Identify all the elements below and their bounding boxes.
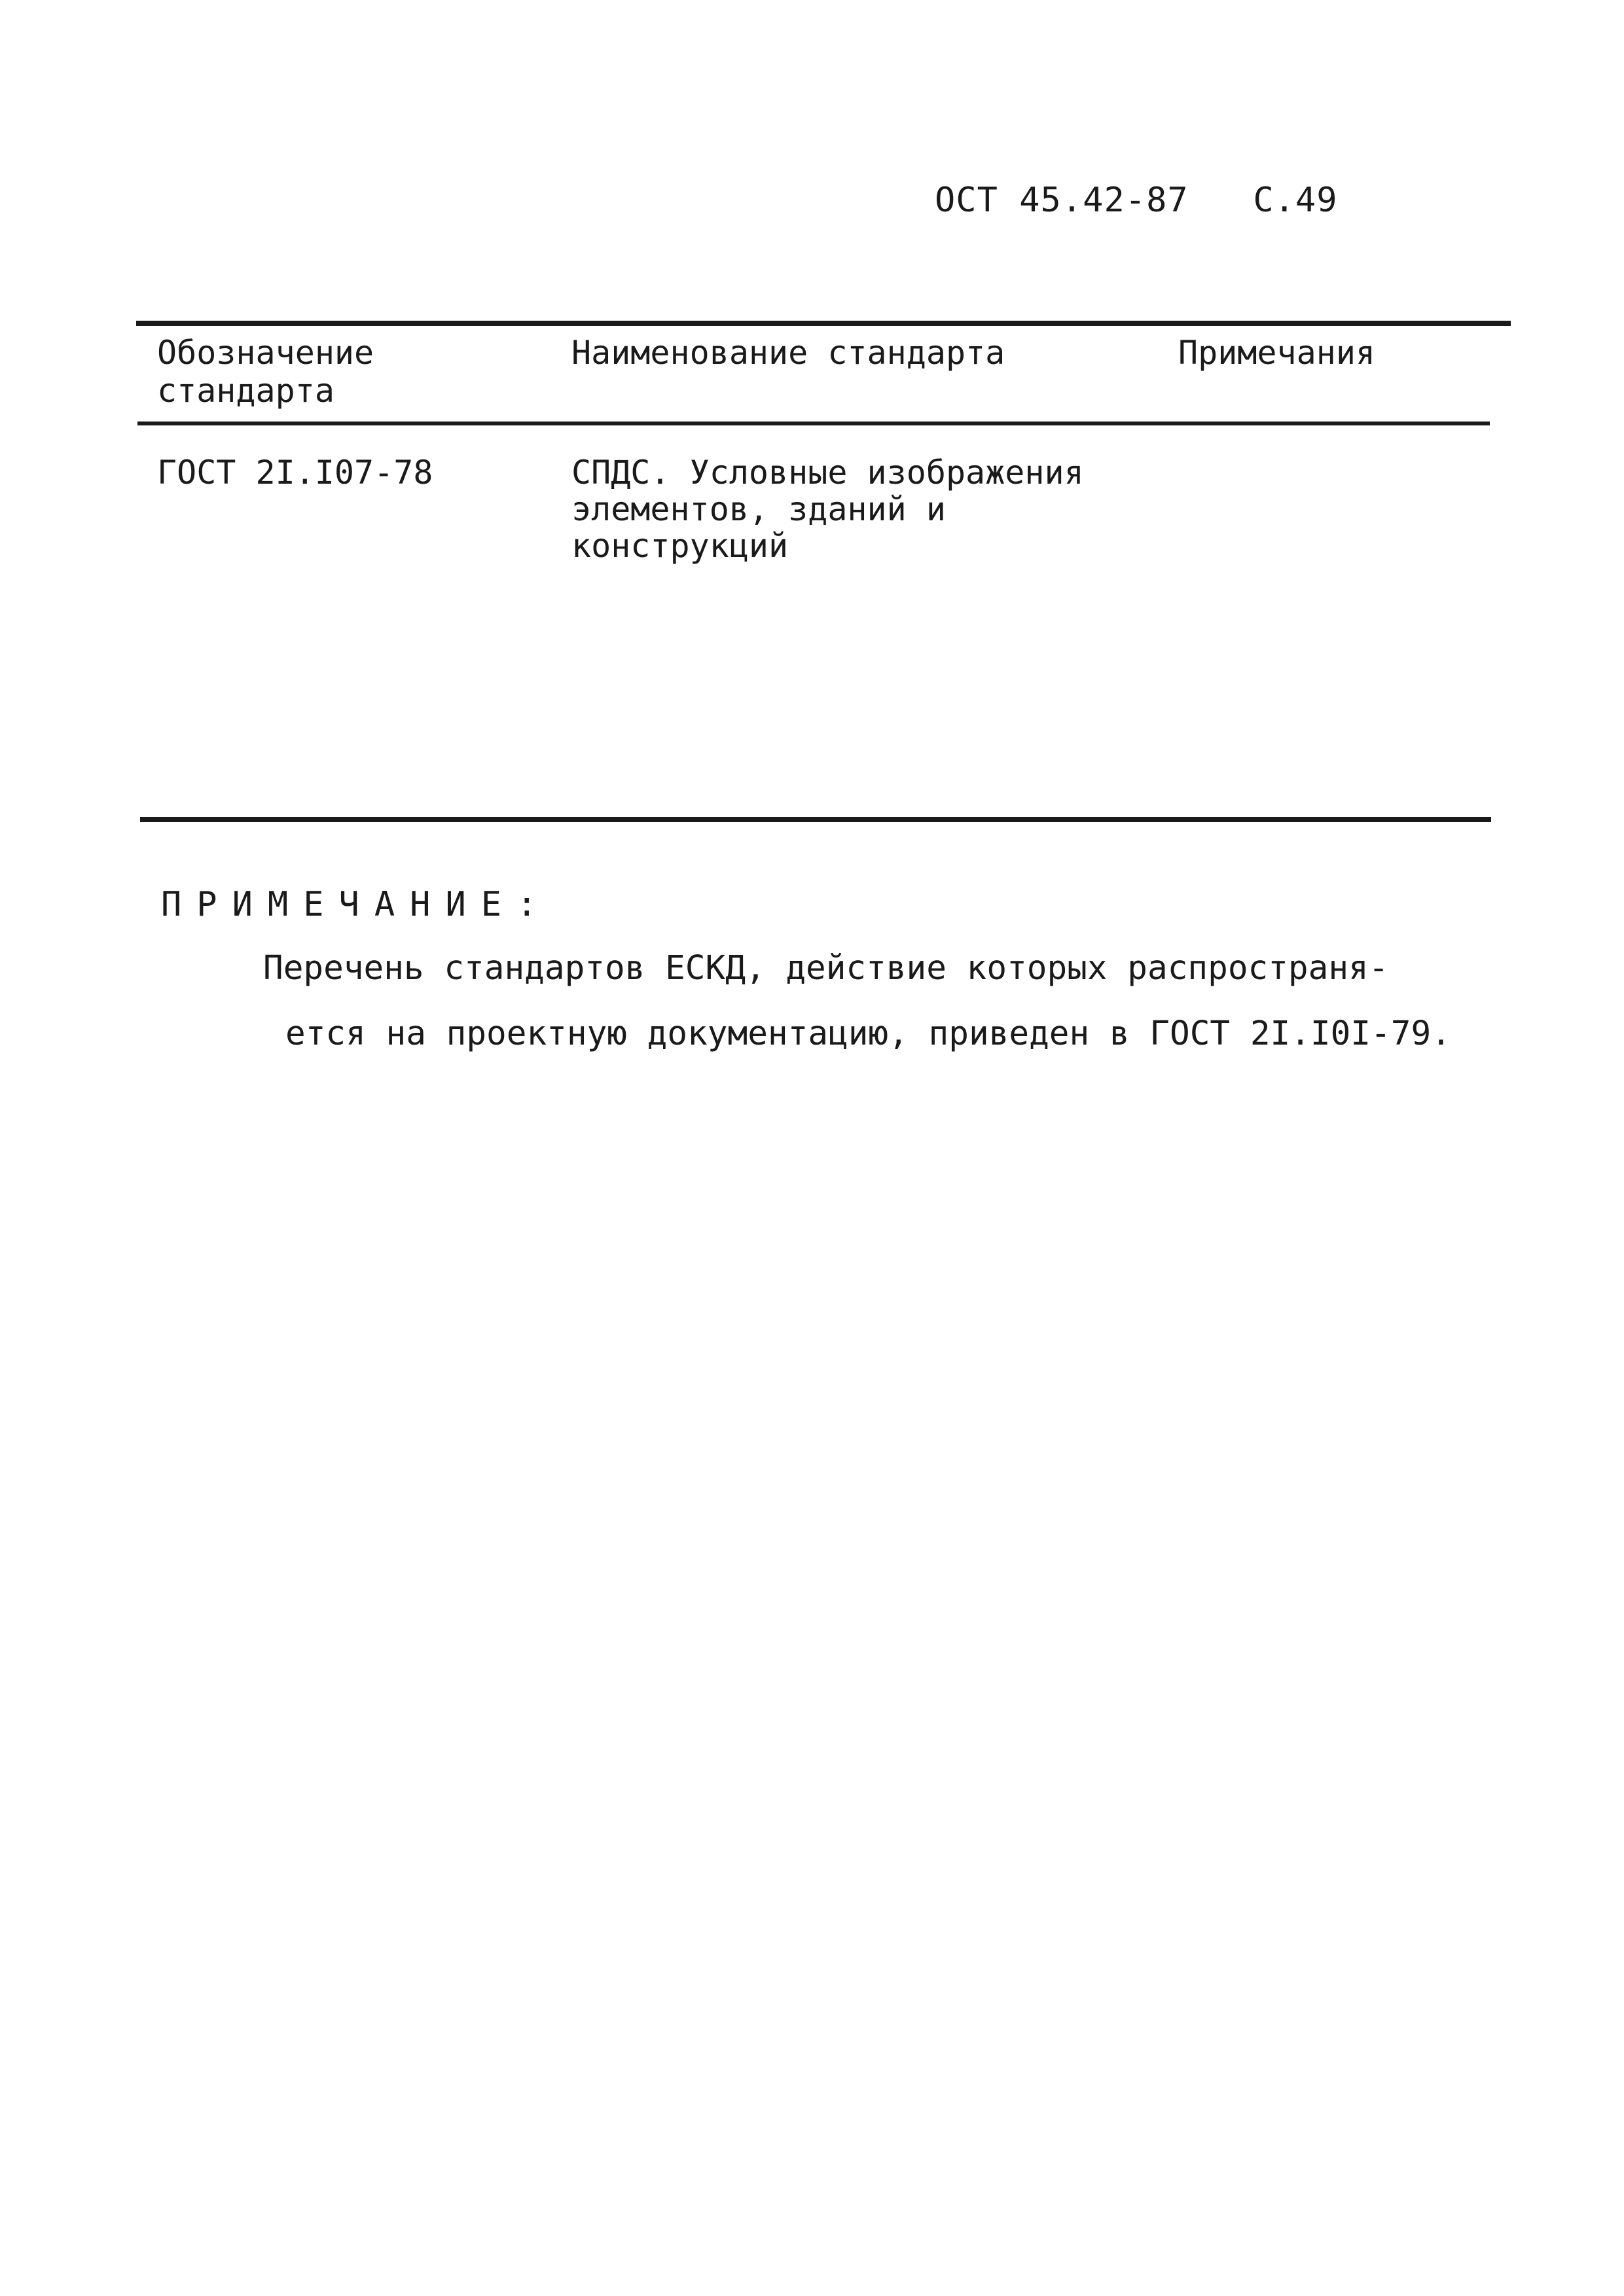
- page-number: С.49: [1253, 181, 1338, 220]
- table-header-rule: [137, 422, 1490, 425]
- document-code: ОСТ 45.42-87: [935, 181, 1189, 220]
- note-text-line: ется на проектную документацию, приведен в ГОСТ 2I.I0I-79.: [285, 1014, 1451, 1053]
- table-cell-name: СПДС. Условные изображения элементов, зданий и конструкций: [571, 454, 1084, 565]
- table-bottom-rule: [140, 817, 1491, 822]
- table-top-rule: [136, 321, 1511, 326]
- table-cell-designation: ГОСТ 2I.I07-78: [157, 454, 433, 492]
- column-header-name: Наименование стандарта: [571, 334, 1005, 372]
- column-header-designation: Обозначение стандарта: [157, 334, 374, 410]
- note-title: ПРИМЕЧАНИЕ:: [161, 885, 552, 924]
- note-text-line: Перечень стандартов ЕСКД, действие которых распространя-: [263, 949, 1389, 988]
- page-header: [935, 181, 1338, 220]
- column-header-notes: Примечания: [1178, 334, 1376, 372]
